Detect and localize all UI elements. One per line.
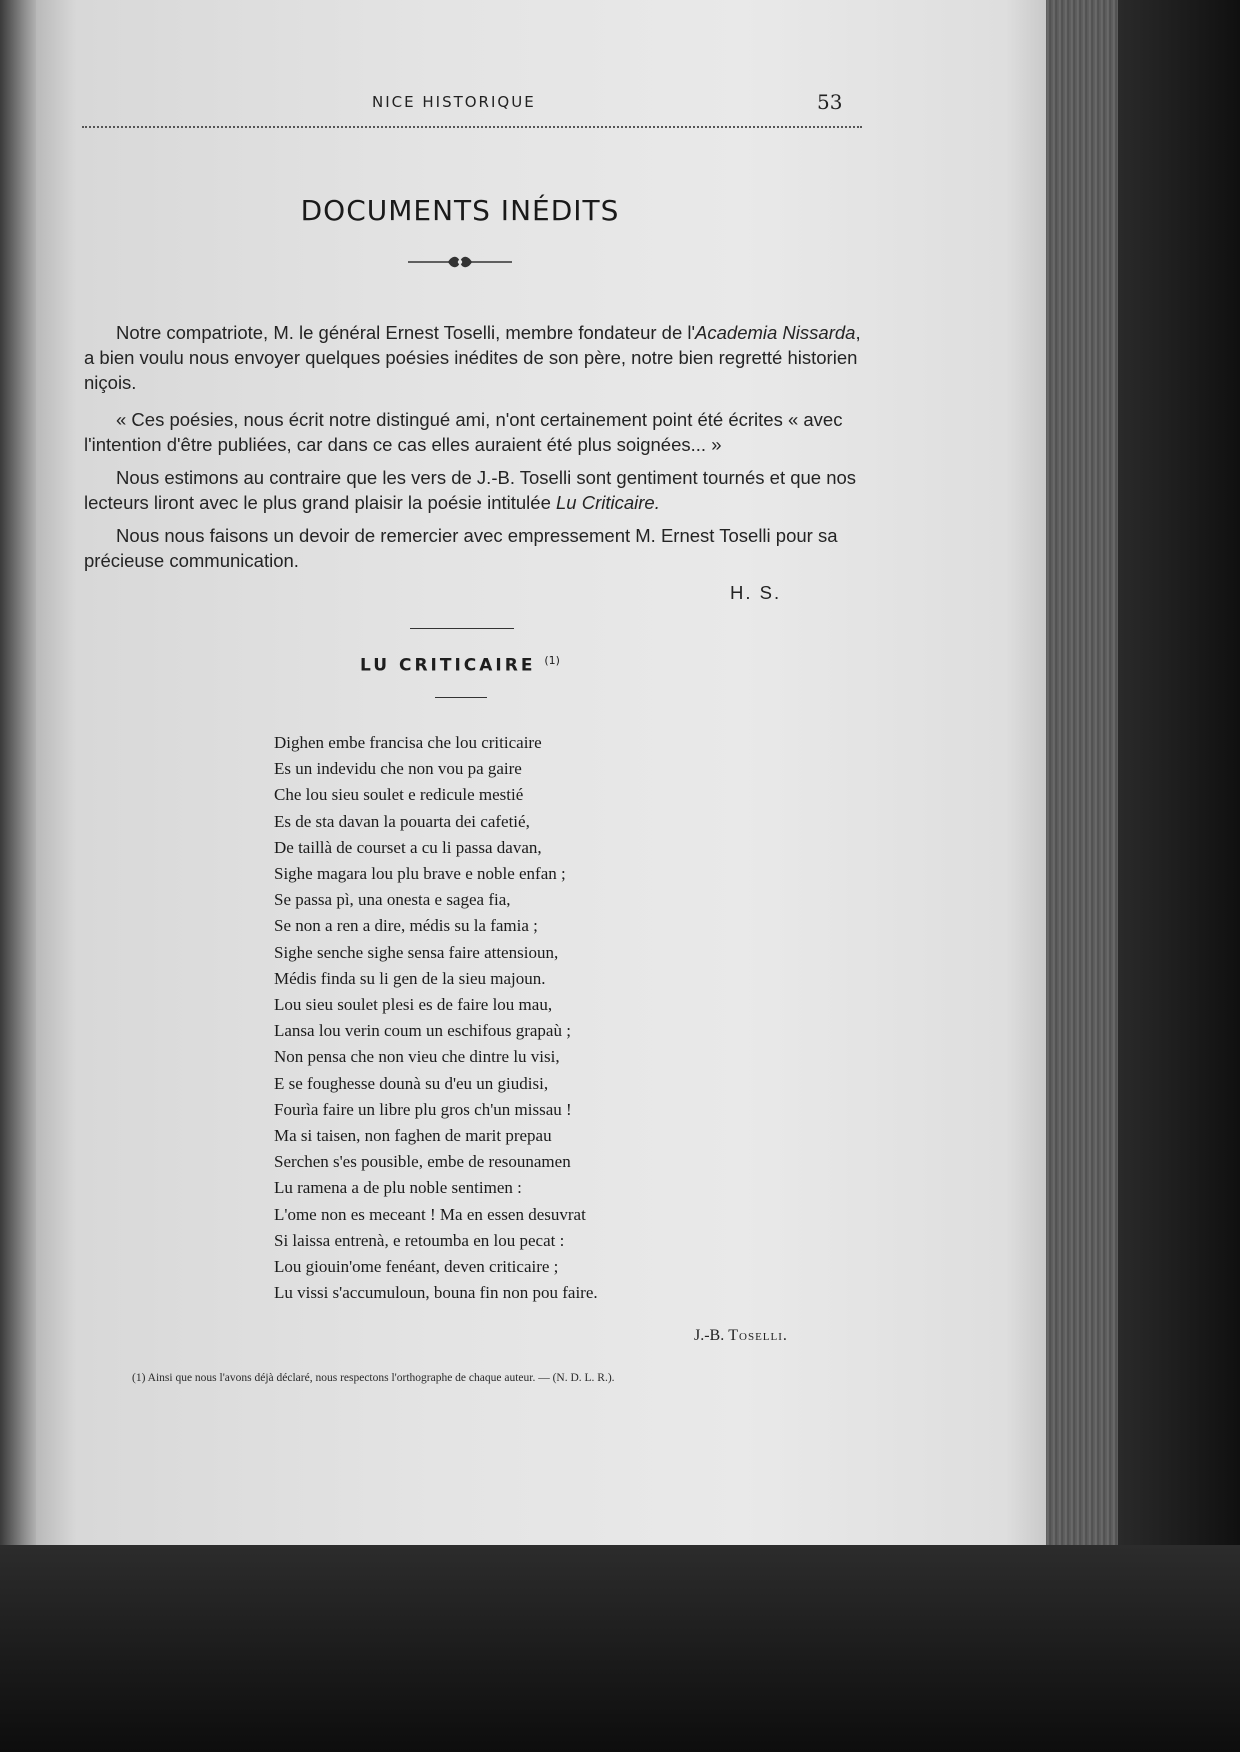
intro-paragraph-3: Nous estimons au contraire que les vers de J.-B. Toselli sont gentiment tournés et que nos lecteurs liront avec le plus grand plaisir la poésie intitulée Lu Criticaire. [84, 467, 857, 513]
poem-body [274, 730, 598, 1306]
poem-line: Se passa pì, una onesta e sagea fia, [274, 890, 511, 910]
book-shadow [1118, 0, 1240, 1752]
poem-line: Lou sieu soulet plesi es de faire lou mau, [274, 995, 553, 1015]
header-rule [82, 126, 862, 128]
footnote: (1) Ainsi que nous l'avons déjà déclaré, nous respectons l'orthographe de chaque auteur. — (N. D. L. R.). [132, 1372, 615, 1384]
intro-signature: H. S. [730, 582, 782, 603]
poem-line: Médis finda su li gen de la sieu majoun. [274, 968, 546, 988]
intro-paragraph-2: « Ces poésies, nous écrit notre distingué ami, n'ont certainement point été écrites « avec l'intention d'être publiées, car dans ce cas elles auraient été plus soignées... » [84, 409, 843, 455]
section-title: DOCUMENTS INÉDITS [300, 194, 620, 227]
poem-line: L'ome non es meceant ! Ma en essen desuvrat [274, 1204, 586, 1224]
intro-paragraph-4: Nous nous faisons un devoir de remercier avec empressement M. Ernest Toselli pour sa précieuse communication. [84, 525, 838, 571]
poem-line: Serchen s'es pousible, embe de resounamen [274, 1152, 571, 1172]
poem-line: Sighe senche sighe sensa faire attensioun, [274, 942, 559, 962]
poem-line: Se non a ren a dire, médis su la famia ; [274, 916, 538, 936]
poem-line: Lansa lou verin coum un eschifous grapaù ; [274, 1021, 571, 1041]
poem-line: Lou giouin'ome fenéant, deven criticaire ; [274, 1257, 559, 1277]
intro-paragraph-1: Notre compatriote, M. le général Ernest Toselli, membre fondateur de l'Academia Nissarda, a bien voulu nous envoyer quelques poésies inédites de son père, notre bien regretté historien niçois. [84, 322, 861, 393]
separator-rule-short [435, 697, 487, 698]
footnote-marker: (1) [544, 654, 560, 667]
poem-line: Ma si taisen, non faghen de marit prepau [274, 1126, 552, 1146]
poem-line: Sighe magara lou plu brave e noble enfan ; [274, 864, 566, 884]
poem-line: Che lou sieu soulet e redicule mestié [274, 785, 524, 805]
poem-line: Es un indevidu che non vou pa gaire [274, 759, 522, 779]
poem-line: Non pensa che non vieu che dintre lu visi, [274, 1047, 560, 1067]
separator-rule [410, 628, 514, 629]
title-ornament [408, 252, 512, 272]
scan-bottom-background [0, 1545, 1240, 1752]
poem-line: Si laissa entrenà, e retoumba en lou pecat : [274, 1230, 565, 1250]
poem-line: E se foughesse dounà su d'eu un giudisi, [274, 1073, 549, 1093]
poem-line: Dighen embe francisa che lou criticaire [274, 733, 542, 752]
poem-line: De taillà de courset a cu li passa davan, [274, 837, 542, 857]
book-page-edges [1046, 0, 1118, 1560]
scan-left-edge [0, 0, 40, 1545]
poem-line: Lu ramena a de plu noble sentimen : [274, 1178, 522, 1198]
poem-signature: J.-B. Toselli. [694, 1327, 788, 1344]
poem-line: Fourìa faire un libre plu gros ch'un missau ! [274, 1099, 572, 1119]
running-title: NICE HISTORIQUE [372, 93, 536, 111]
poem-line: Es de sta davan la pouarta dei cafetié, [274, 811, 530, 831]
poem-line: Lu vissi s'accumuloun, bouna fin non pou faire. [274, 1283, 598, 1303]
poem-title: LU CRITICAIRE $^{(1)}$ [360, 654, 560, 676]
page-number: 53 [817, 90, 843, 114]
